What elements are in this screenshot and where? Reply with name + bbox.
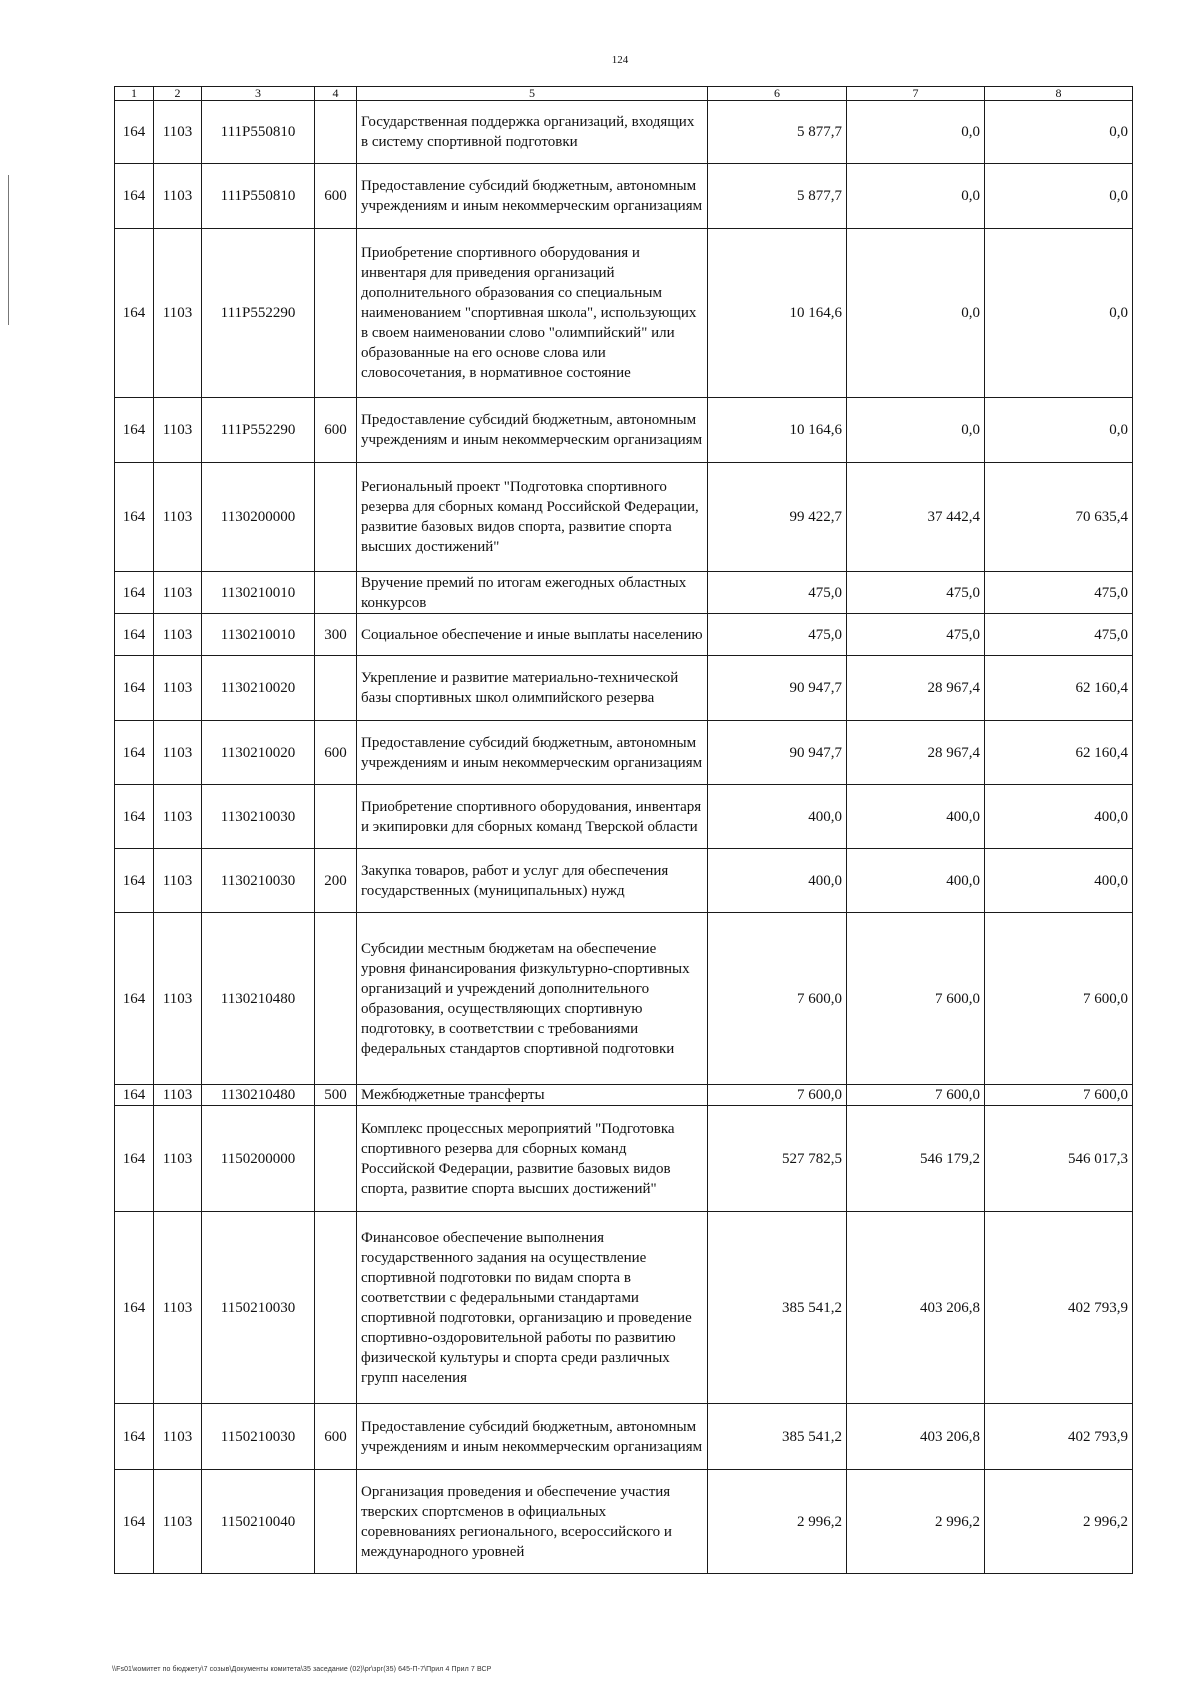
cell-amount-year3: 2 996,2 [985,1470,1133,1574]
cell-amount-year1: 385 541,2 [708,1404,847,1470]
cell-description: Социальное обеспечение и иные выплаты населению [357,614,708,656]
cell-amount-year2: 546 179,2 [847,1106,985,1212]
cell-target-code: 1130200000 [202,463,315,572]
cell-target-code: 1150210030 [202,1404,315,1470]
cell-description: Организация проведения и обеспечение участия тверских спортсменов в официальных соревнованиях регионального, всероссийского и международного уровней [357,1470,708,1574]
cell-amount-year3: 402 793,9 [985,1212,1133,1404]
cell-target-code: 1130210480 [202,1085,315,1106]
cell-amount-year2: 475,0 [847,572,985,614]
cell-amount-year1: 400,0 [708,849,847,913]
cell-section-code: 1103 [154,572,202,614]
cell-target-code: 1130210010 [202,572,315,614]
cell-ministry-code: 164 [115,572,154,614]
cell-ministry-code: 164 [115,101,154,164]
cell-ministry-code: 164 [115,913,154,1085]
cell-expense-type [315,785,357,849]
cell-target-code: 111P550810 [202,164,315,229]
cell-amount-year1: 10 164,6 [708,398,847,463]
cell-target-code: 1150210040 [202,1470,315,1574]
table-row [115,1404,1133,1470]
cell-expense-type [315,463,357,572]
cell-section-code: 1103 [154,101,202,164]
cell-description: Государственная поддержка организаций, входящих в систему спортивной подготовки [357,101,708,164]
table-row [115,1470,1133,1574]
cell-section-code: 1103 [154,849,202,913]
cell-description: Закупка товаров, работ и услуг для обеспечения государственных (муниципальных) нужд [357,849,708,913]
cell-amount-year3: 7 600,0 [985,913,1133,1085]
cell-ministry-code: 164 [115,1470,154,1574]
cell-ministry-code: 164 [115,1085,154,1106]
table-row [115,656,1133,721]
column-header: 8 [985,87,1133,101]
cell-ministry-code: 164 [115,463,154,572]
cell-expense-type [315,572,357,614]
cell-ministry-code: 164 [115,1212,154,1404]
cell-amount-year1: 5 877,7 [708,164,847,229]
cell-ministry-code: 164 [115,721,154,785]
cell-amount-year2: 28 967,4 [847,656,985,721]
cell-target-code: 1130210020 [202,721,315,785]
table-row [115,1212,1133,1404]
cell-amount-year3: 62 160,4 [985,656,1133,721]
cell-amount-year2: 7 600,0 [847,913,985,1085]
cell-target-code: 111P552290 [202,398,315,463]
column-header: 5 [357,87,708,101]
column-header: 1 [115,87,154,101]
cell-expense-type [315,656,357,721]
table-row [115,849,1133,913]
cell-target-code: 1130210010 [202,614,315,656]
cell-target-code: 1150210030 [202,1212,315,1404]
cell-amount-year2: 0,0 [847,398,985,463]
cell-expense-type [315,913,357,1085]
cell-ministry-code: 164 [115,1106,154,1212]
cell-section-code: 1103 [154,1470,202,1574]
table-row [115,229,1133,398]
cell-description: Предоставление субсидий бюджетным, автономным учреждениям и иным некоммерческим организациям [357,164,708,229]
cell-section-code: 1103 [154,229,202,398]
cell-amount-year2: 0,0 [847,101,985,164]
cell-amount-year3: 0,0 [985,164,1133,229]
cell-amount-year2: 400,0 [847,849,985,913]
table-row [115,164,1133,229]
cell-amount-year2: 37 442,4 [847,463,985,572]
cell-section-code: 1103 [154,1212,202,1404]
table-row [115,785,1133,849]
table-row [115,614,1133,656]
cell-amount-year1: 475,0 [708,614,847,656]
cell-expense-type: 600 [315,1404,357,1470]
cell-target-code: 1130210030 [202,785,315,849]
cell-ministry-code: 164 [115,849,154,913]
cell-amount-year1: 99 422,7 [708,463,847,572]
table-row [115,721,1133,785]
cell-amount-year2: 7 600,0 [847,1085,985,1106]
cell-description: Вручение премий по итогам ежегодных областных конкурсов [357,572,708,614]
page-number: 124 [611,54,629,66]
cell-amount-year2: 400,0 [847,785,985,849]
cell-description: Комплекс процессных мероприятий "Подготовка спортивного резерва для сборных команд Российской Федерации, развитие базовых видов спорта, развитие спорта высших достижений" [357,1106,708,1212]
cell-amount-year3: 402 793,9 [985,1404,1133,1470]
cell-section-code: 1103 [154,721,202,785]
cell-section-code: 1103 [154,398,202,463]
cell-amount-year1: 90 947,7 [708,721,847,785]
cell-amount-year3: 0,0 [985,229,1133,398]
cell-amount-year3: 400,0 [985,849,1133,913]
cell-section-code: 1103 [154,164,202,229]
cell-amount-year1: 527 782,5 [708,1106,847,1212]
scan-artifact-line [8,175,9,325]
table-row [115,1085,1133,1106]
cell-amount-year2: 28 967,4 [847,721,985,785]
cell-ministry-code: 164 [115,164,154,229]
cell-ministry-code: 164 [115,229,154,398]
cell-expense-type: 200 [315,849,357,913]
table-row [115,1106,1133,1212]
cell-amount-year3: 546 017,3 [985,1106,1133,1212]
cell-amount-year3: 0,0 [985,398,1133,463]
column-header: 6 [708,87,847,101]
cell-amount-year1: 7 600,0 [708,913,847,1085]
cell-ministry-code: 164 [115,785,154,849]
table-row [115,101,1133,164]
cell-ministry-code: 164 [115,1404,154,1470]
cell-ministry-code: 164 [115,614,154,656]
header-row [115,87,1133,101]
cell-expense-type [315,229,357,398]
column-header: 7 [847,87,985,101]
cell-amount-year2: 475,0 [847,614,985,656]
cell-amount-year2: 0,0 [847,164,985,229]
cell-description: Финансовое обеспечение выполнения государственного задания на осуществление спортивной подготовки по видам спорта в соответствии с федеральными стандартами спортивной подготовки, организацию и проведение спортивно-оздоровительной работы по развитию физической культуры и спорта среди различных групп населения [357,1212,708,1404]
table-row [115,913,1133,1085]
cell-ministry-code: 164 [115,656,154,721]
cell-amount-year3: 475,0 [985,572,1133,614]
budget-table [114,86,1133,1574]
column-header: 3 [202,87,315,101]
cell-section-code: 1103 [154,913,202,1085]
cell-amount-year1: 7 600,0 [708,1085,847,1106]
table-row [115,572,1133,614]
cell-amount-year3: 400,0 [985,785,1133,849]
table-row [115,398,1133,463]
cell-description: Приобретение спортивного оборудования, инвентаря и экипировки для сборных команд Тверской области [357,785,708,849]
cell-expense-type [315,1106,357,1212]
cell-target-code: 1150200000 [202,1106,315,1212]
cell-description: Предоставление субсидий бюджетным, автономным учреждениям и иным некоммерческим организациям [357,1404,708,1470]
cell-amount-year2: 403 206,8 [847,1212,985,1404]
cell-description: Укрепление и развитие материально-технической базы спортивных школ олимпийского резерва [357,656,708,721]
cell-amount-year3: 0,0 [985,101,1133,164]
cell-amount-year1: 10 164,6 [708,229,847,398]
cell-expense-type: 500 [315,1085,357,1106]
cell-description: Межбюджетные трансферты [357,1085,708,1106]
cell-amount-year2: 0,0 [847,229,985,398]
cell-amount-year2: 2 996,2 [847,1470,985,1574]
column-header: 2 [154,87,202,101]
cell-amount-year1: 5 877,7 [708,101,847,164]
cell-expense-type [315,1212,357,1404]
cell-section-code: 1103 [154,1404,202,1470]
cell-amount-year1: 385 541,2 [708,1212,847,1404]
cell-target-code: 111P552290 [202,229,315,398]
footer-file-path: \\Fs01\комитет по бюджету\7 созыв\Документы комитета\35 заседание (02)\pr\зрг(35) 645-П-7\Прил 4 Прил 7 ВСР [112,1666,492,1673]
cell-amount-year1: 400,0 [708,785,847,849]
cell-description: Субсидии местным бюджетам на обеспечение уровня финансирования физкультурно-спортивных организаций и учреждений дополнительного образования, осуществляющих спортивную подготовку, в соответствии с требованиями федеральных стандартов спортивной подготовки [357,913,708,1085]
cell-amount-year3: 70 635,4 [985,463,1133,572]
cell-expense-type [315,101,357,164]
cell-target-code: 1130210480 [202,913,315,1085]
cell-target-code: 1130210030 [202,849,315,913]
cell-expense-type [315,1470,357,1574]
cell-amount-year3: 62 160,4 [985,721,1133,785]
cell-expense-type: 600 [315,721,357,785]
cell-description: Предоставление субсидий бюджетным, автономным учреждениям и иным некоммерческим организациям [357,398,708,463]
cell-amount-year1: 90 947,7 [708,656,847,721]
cell-amount-year3: 475,0 [985,614,1133,656]
cell-description: Предоставление субсидий бюджетным, автономным учреждениям и иным некоммерческим организациям [357,721,708,785]
cell-target-code: 1130210020 [202,656,315,721]
cell-amount-year1: 475,0 [708,572,847,614]
cell-section-code: 1103 [154,463,202,572]
cell-amount-year3: 7 600,0 [985,1085,1133,1106]
cell-amount-year1: 2 996,2 [708,1470,847,1574]
cell-description: Региональный проект "Подготовка спортивного резерва для сборных команд Российской Федерации, развитие базовых видов спорта, развитие спорта высших достижений" [357,463,708,572]
table-row [115,463,1133,572]
column-header: 4 [315,87,357,101]
cell-description: Приобретение спортивного оборудования и инвентаря для приведения организаций дополнительного образования со специальным наименованием "спортивная школа", использующих в своем наименовании слово "олимпийский" или образованные на его основе слова или словосочетания, в нормативное состояние [357,229,708,398]
cell-section-code: 1103 [154,656,202,721]
cell-expense-type: 600 [315,398,357,463]
cell-expense-type: 600 [315,164,357,229]
cell-expense-type: 300 [315,614,357,656]
cell-target-code: 111P550810 [202,101,315,164]
cell-section-code: 1103 [154,785,202,849]
cell-ministry-code: 164 [115,398,154,463]
cell-section-code: 1103 [154,1106,202,1212]
cell-amount-year2: 403 206,8 [847,1404,985,1470]
cell-section-code: 1103 [154,1085,202,1106]
cell-section-code: 1103 [154,614,202,656]
